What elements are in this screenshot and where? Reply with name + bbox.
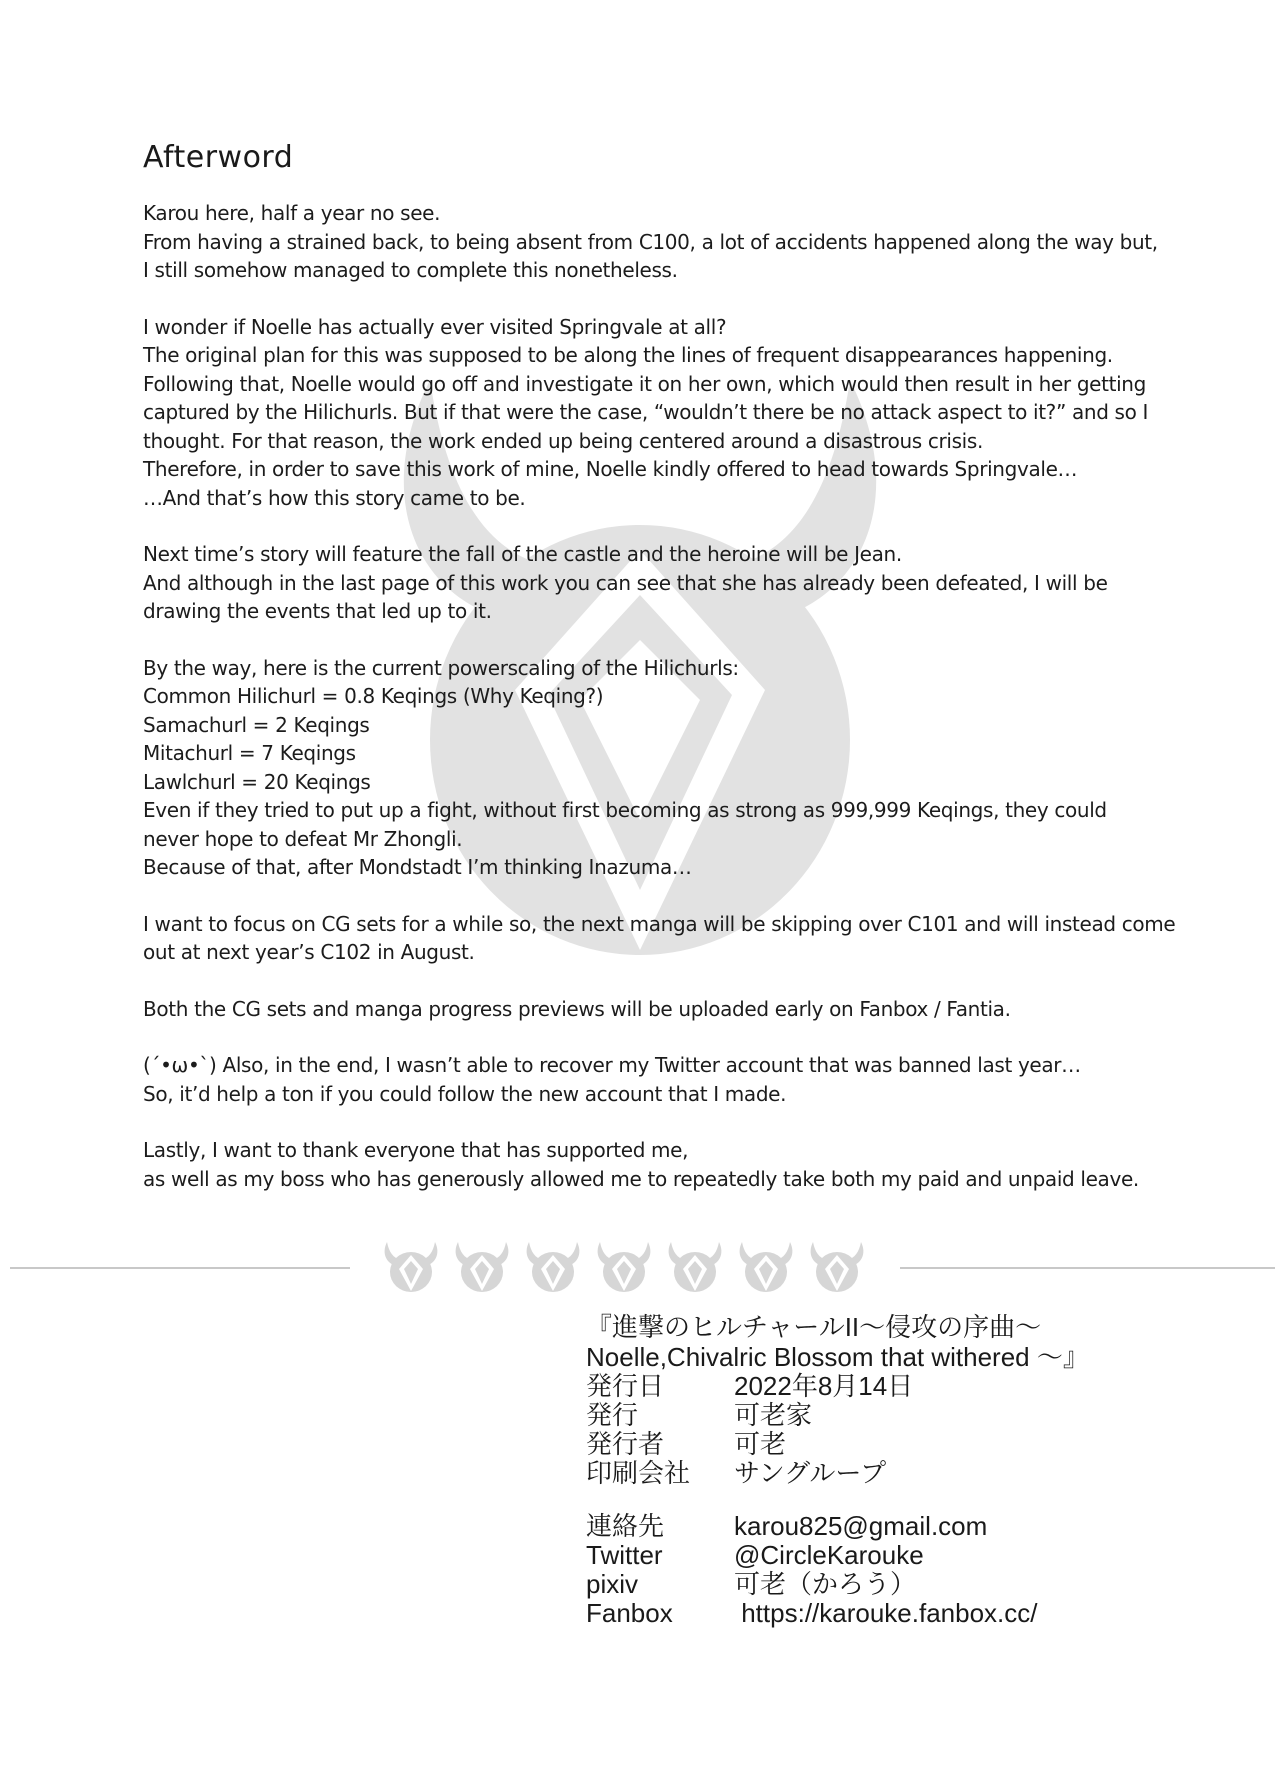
work-title-line-1: 『進撃のヒルチャールII～侵攻の序曲～ <box>586 1312 1042 1342</box>
text-line: never hope to defeat Mr Zhongli. <box>143 826 463 851</box>
work-title-line-2: Noelle,Chivalric Blossom that withered ～』 <box>586 1342 1089 1372</box>
afterword-paragraph <box>143 910 1176 967</box>
afterword-paragraph <box>143 199 1158 285</box>
text-line: I want to focus on CG sets for a while so, the next manga will be skipping over C101 and will instead come <box>143 911 1176 936</box>
text-line: as well as my boss who has generously allowed me to repeatedly take both my paid and unpaid leave. <box>143 1166 1139 1191</box>
info-label: 発行日 <box>586 1371 665 1401</box>
fanbox-row <box>586 1599 1246 1628</box>
text-line: captured by the Hilichurls. But if that were the case, “wouldn’t there be no attack aspect to it?” and so I <box>143 400 1149 424</box>
afterword-paragraph <box>143 540 1153 626</box>
text-line: Because of that, after Mondstadt I’m thinking Inazuma… <box>143 855 692 879</box>
info-label: 連絡先 <box>586 1511 665 1541</box>
fanbox-url: https://karouke.fanbox.cc/ <box>734 1598 1038 1628</box>
text-line: Lastly, I want to thank everyone that has supported me, <box>143 1138 689 1162</box>
info-label: 印刷会社 <box>586 1458 691 1488</box>
email-row <box>586 1512 1246 1541</box>
twitter-handle: @CircleKarouke <box>734 1540 924 1570</box>
info-label: pixiv <box>586 1569 639 1599</box>
hilichurl-mask-icon <box>523 1238 583 1294</box>
hilichurl-mask-icon <box>665 1238 725 1294</box>
twitter-row <box>586 1541 1246 1570</box>
text-line: Even if they tried to put up a fight, without first becoming as strong as 999,999 Keqings, they could <box>143 798 1107 822</box>
info-label: Fanbox <box>586 1598 673 1628</box>
info-value: 可老家 <box>734 1400 813 1430</box>
text-line: So, it’d help a ton if you could follow the new account that I made. <box>143 1081 787 1106</box>
text-line: The original plan for this was supposed to be along the lines of frequent disappearances happening. <box>143 343 1113 367</box>
publication-info <box>586 1372 1246 1488</box>
hilichurl-mask-icon <box>594 1238 654 1294</box>
text-line: out at next year’s C102 in August. <box>143 940 475 964</box>
afterword-paragraph <box>143 654 1153 882</box>
email-value: karou825@gmail.com <box>734 1511 988 1541</box>
hilichurl-mask-icon <box>736 1238 796 1294</box>
text-line: And although in the last page of this work you can see that she has already been defeated, I will be <box>143 570 1108 595</box>
text-line: Lawlchurl = 20 Keqings <box>143 769 371 794</box>
text-line: Both the CG sets and manga progress previews will be uploaded early on Fanbox / Fantia. <box>143 996 1011 1021</box>
issuer-row <box>586 1430 1246 1459</box>
colophon <box>586 1312 1246 1628</box>
text-line: From having a strained back, to being absent from C100, a lot of accidents happened along the way but, <box>143 229 1158 254</box>
afterword-title: Afterword <box>143 140 294 175</box>
info-value: サングループ <box>734 1458 887 1488</box>
text-line: Common Hilichurl = 0.8 Keqings (Why Keqing?) <box>143 684 604 708</box>
text-line: Mitachurl = 7 Keqings <box>143 741 356 765</box>
contact-info <box>586 1512 1246 1628</box>
text-line: (´•ω•`) Also, in the end, I wasn’t able to recover my Twitter account that was banned last year… <box>143 1053 1081 1077</box>
afterword-paragraph <box>143 995 1153 1024</box>
text-line: Next time’s story will feature the fall of the castle and the heroine will be Jean. <box>143 542 902 566</box>
publication-date-row <box>586 1372 1246 1401</box>
ornamental-divider <box>0 1228 1280 1308</box>
text-line: thought. For that reason, the work ended up being centered around a disastrous crisis. <box>143 428 983 453</box>
text-line: By the way, here is the current powerscaling of the Hilichurls: <box>143 655 739 680</box>
text-line: I still somehow managed to complete this nonetheless. <box>143 258 678 282</box>
text-line: Samachurl = 2 Keqings <box>143 712 370 737</box>
afterword-section <box>143 140 1176 1221</box>
info-value: 可老 <box>734 1429 787 1459</box>
hilichurl-mask-icon <box>452 1238 512 1294</box>
divider-rule-left <box>10 1267 350 1269</box>
info-value: 2022年8月14日 <box>734 1371 914 1401</box>
pixiv-row <box>586 1570 1246 1599</box>
hilichurl-mask-icon <box>807 1238 867 1294</box>
text-line: Following that, Noelle would go off and investigate it on her own, which would then result in her getting <box>143 371 1146 396</box>
afterword-paragraph <box>143 1051 1153 1108</box>
hilichurl-mask-icon <box>381 1238 441 1294</box>
info-label: 発行者 <box>586 1429 665 1459</box>
afterword-paragraph <box>143 1136 1153 1193</box>
divider-rule-right <box>900 1267 1275 1269</box>
text-line: …And that’s how this story came to be. <box>143 485 526 510</box>
info-label: 発行 <box>586 1400 639 1430</box>
pixiv-name: 可老（かろう） <box>734 1569 917 1599</box>
printer-row <box>586 1459 1246 1488</box>
text-line: Therefore, in order to save this work of mine, Noelle kindly offered to head towards Springvale… <box>143 457 1078 481</box>
publisher-row <box>586 1401 1246 1430</box>
text-line: Karou here, half a year no see. <box>143 201 441 225</box>
text-line: drawing the events that led up to it. <box>143 599 492 623</box>
info-label: Twitter <box>586 1540 663 1570</box>
text-line: I wonder if Noelle has actually ever visited Springvale at all? <box>143 314 727 339</box>
afterword-paragraph <box>143 313 1153 513</box>
